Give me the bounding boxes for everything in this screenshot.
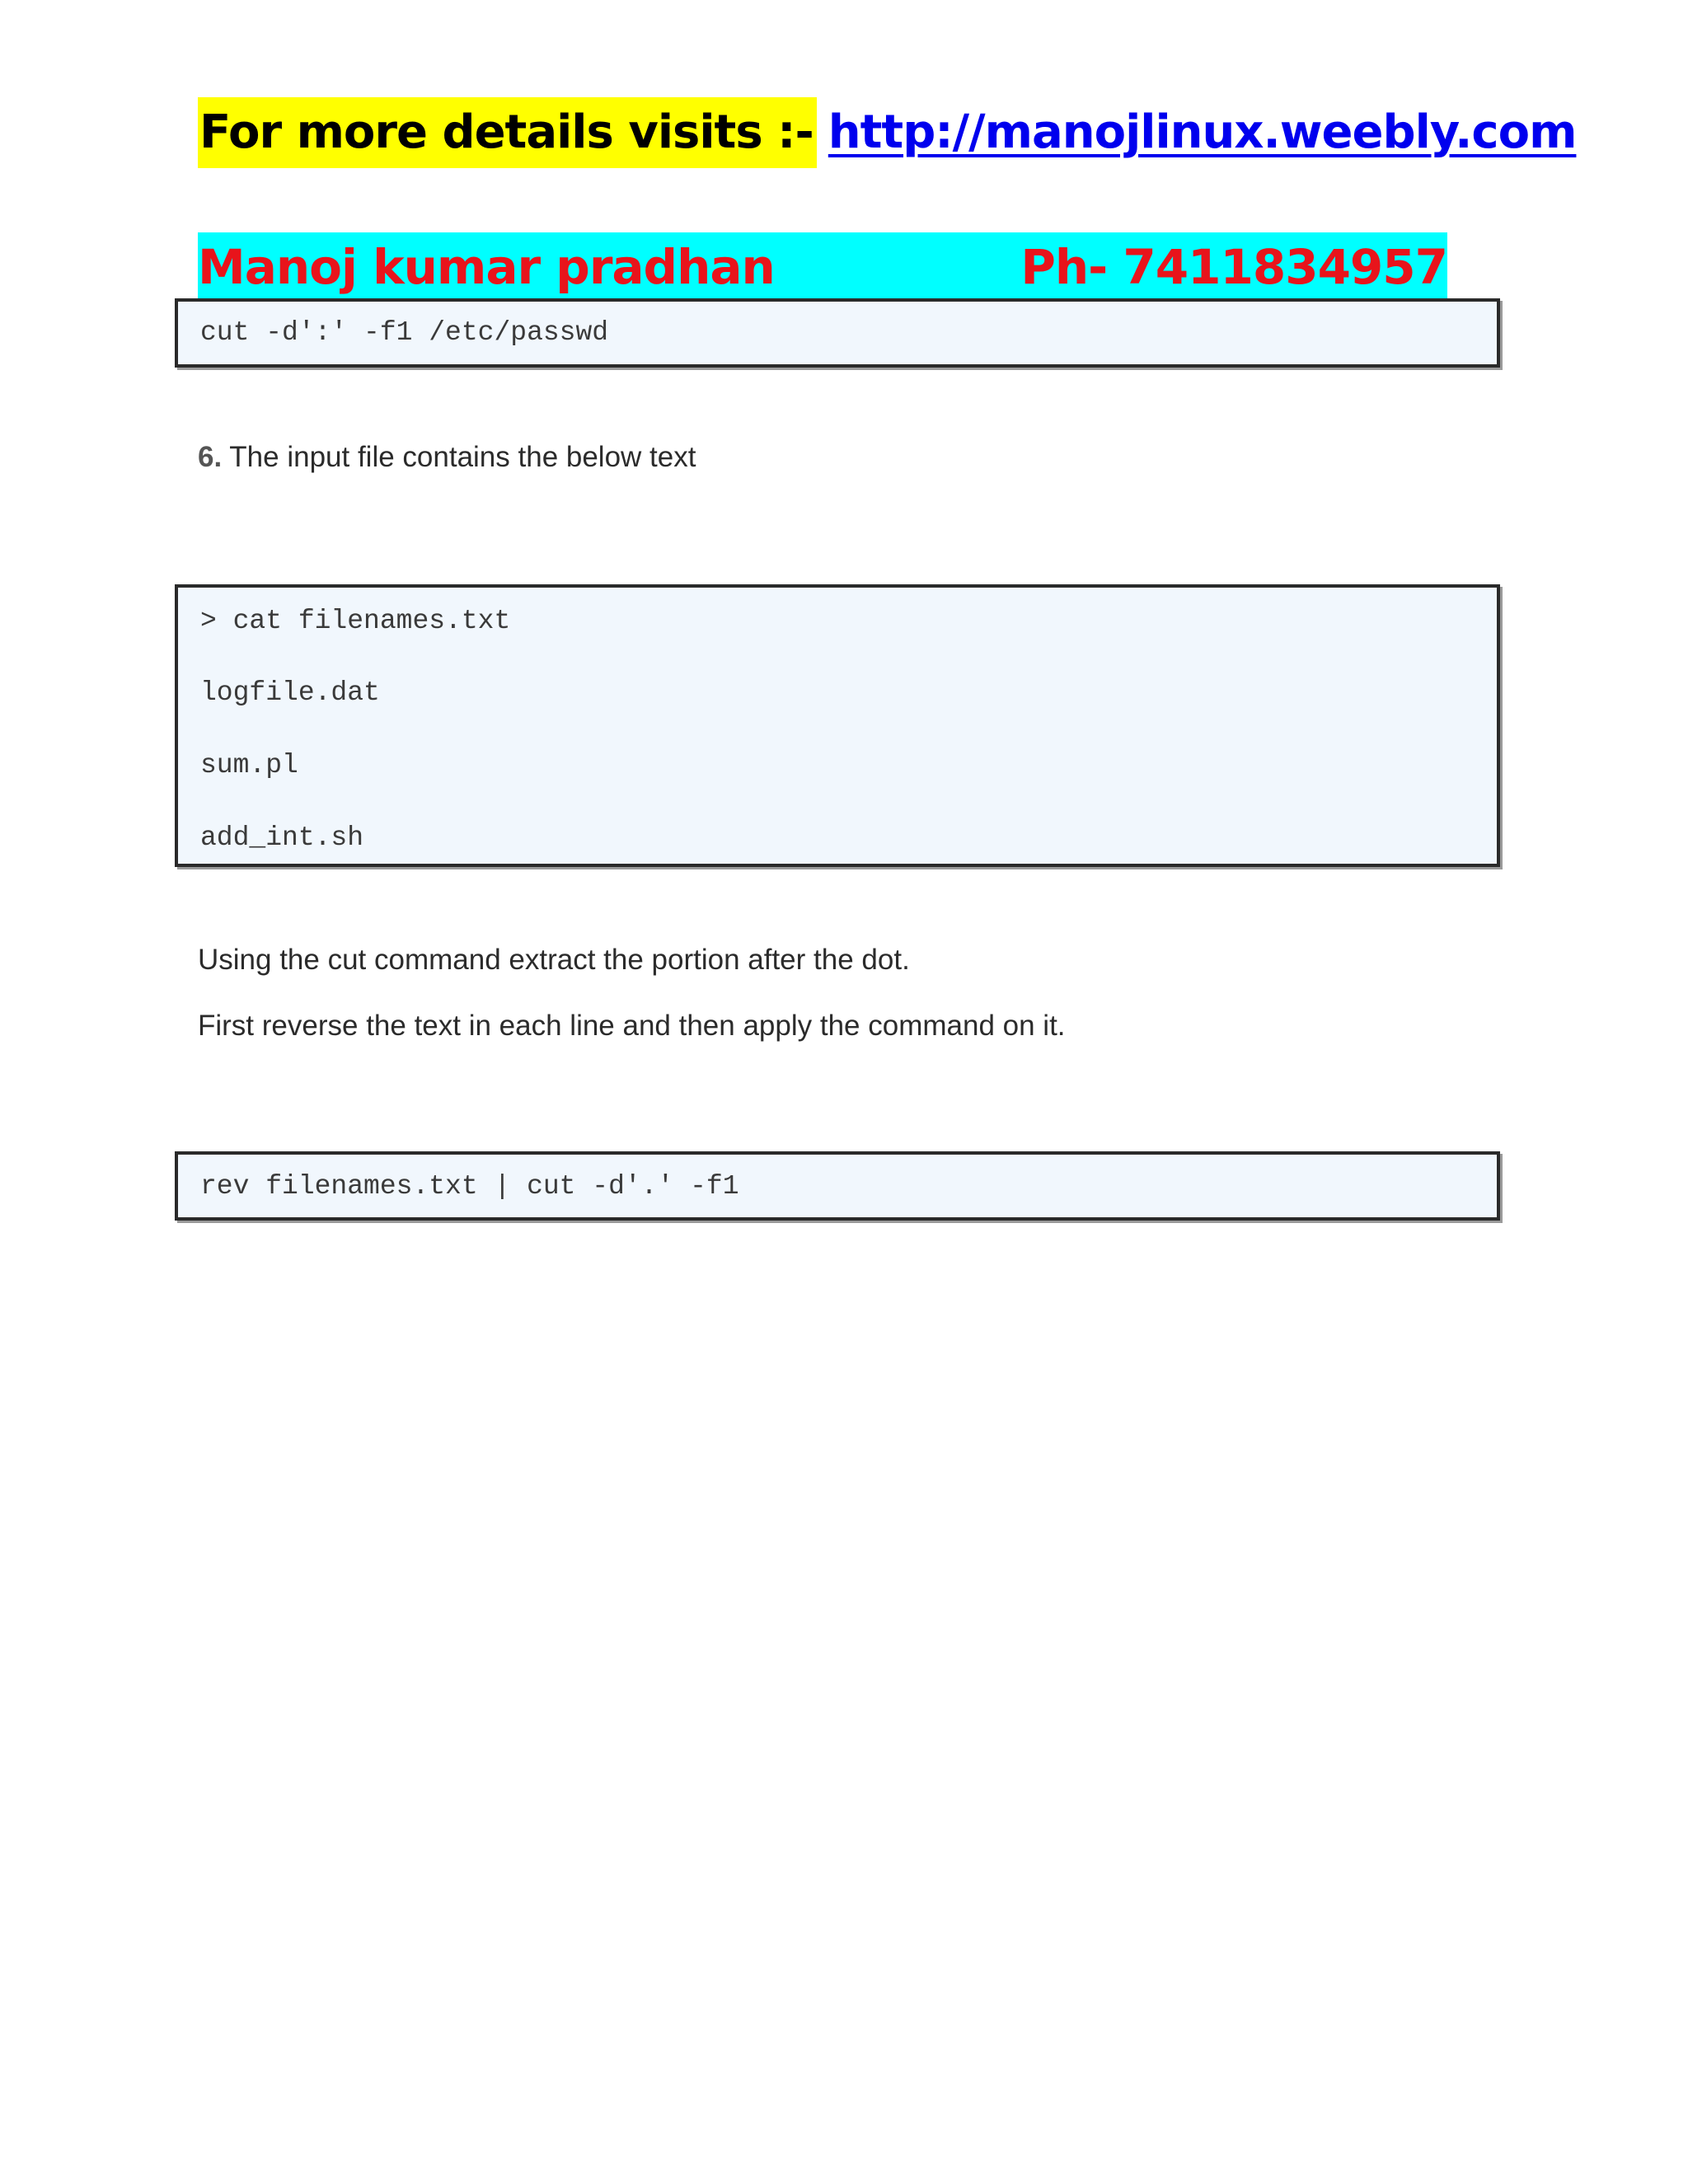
author-name: Manoj kumar pradhan [198, 239, 775, 295]
visit-label: For more details visits :- [198, 97, 817, 168]
code-line: cut -d':' -f1 /etc/passwd [200, 317, 609, 348]
code-block-passwd [175, 298, 1500, 368]
header-line [198, 97, 1576, 168]
code-line: logfile.dat [200, 677, 380, 708]
code-line: rev filenames.txt | cut -d'.' -f1 [200, 1171, 739, 1202]
code-block-rev-cut [175, 1151, 1500, 1221]
code-line: sum.pl [200, 750, 298, 780]
author-phone: Ph- 7411834957 [1020, 239, 1447, 295]
question-body: The input file contains the below text [222, 441, 696, 473]
code-block-filenames [175, 584, 1500, 867]
instruction-line-1: Using the cut command extract the portion after the dot. [198, 944, 910, 976]
question-number: 6. [198, 441, 223, 473]
code-line: > cat filenames.txt [200, 606, 511, 636]
question-text [198, 439, 696, 476]
author-bar [198, 232, 1447, 302]
instruction-line-2: First reverse the text in each line and then apply the command on it. [198, 1010, 1066, 1042]
code-line: add_int.sh [200, 823, 364, 853]
website-link[interactable]: http://manojlinux.weebly.com [828, 105, 1577, 159]
